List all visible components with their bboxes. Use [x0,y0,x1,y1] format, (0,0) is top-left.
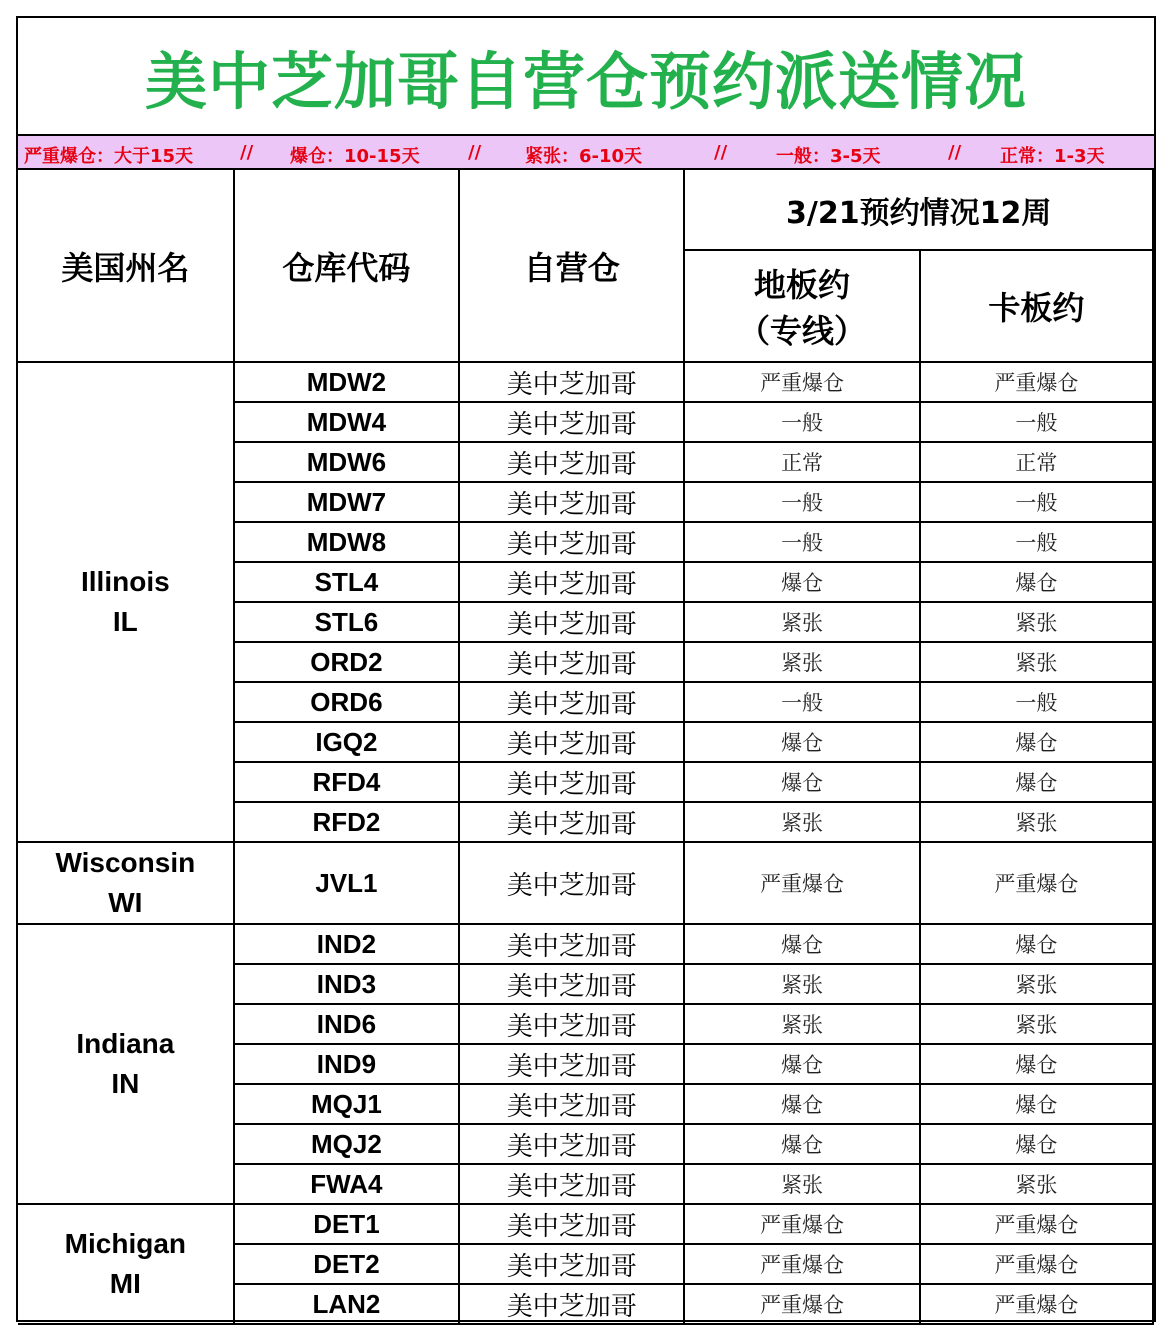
pallet-status: 一般 [920,402,1153,442]
warehouse-name: 美中芝加哥 [459,1124,684,1164]
pallet-status: 紧张 [920,1164,1153,1204]
legend-overload: 爆仓：10-15天 [290,146,420,167]
warehouse-name: 美中芝加哥 [459,1164,684,1204]
warehouse-name: 美中芝加哥 [459,522,684,562]
state-abbr: IN [111,1068,140,1099]
state-name: Illinois [81,566,170,597]
warehouse-name: 美中芝加哥 [459,1084,684,1124]
warehouse-name: 美中芝加哥 [459,562,684,602]
legend-separator: // [948,142,962,163]
state-name: Michigan [64,1228,187,1259]
pallet-status: 爆仓 [920,562,1153,602]
header-code: 仓库代码 [234,170,459,362]
pallet-status: 一般 [920,682,1153,722]
warehouse-name: 美中芝加哥 [459,1004,684,1044]
warehouse-code: MDW4 [234,402,459,442]
warehouse-code: IND9 [234,1044,459,1084]
warehouse-code: IGQ2 [234,722,459,762]
floor-status: 紧张 [684,802,919,842]
warehouse-code: ORD2 [234,642,459,682]
floor-status: 紧张 [684,1164,919,1204]
table-row [18,924,1153,964]
warehouse-code: JVL1 [234,842,459,924]
warehouse-code: IND2 [234,924,459,964]
pallet-status: 严重爆仓 [920,1284,1153,1324]
warehouse-name: 美中芝加哥 [459,602,684,642]
state-abbr: MI [109,1268,141,1299]
spreadsheet [16,16,1156,1322]
pallet-status: 爆仓 [920,1044,1153,1084]
warehouse-name: 美中芝加哥 [459,1244,684,1284]
pallet-status: 紧张 [920,964,1153,1004]
floor-status: 正常 [684,442,919,482]
warehouse-code: MDW8 [234,522,459,562]
page-title: 美中芝加哥自营仓预约派送情况 [144,44,1027,118]
header-pallet: 卡板约 [920,250,1153,362]
floor-status: 一般 [684,682,919,722]
table-row [18,362,1153,402]
state-cell [18,1204,234,1324]
warehouse-code: DET2 [234,1244,459,1284]
legend-separator: // [240,142,254,163]
warehouse-name: 美中芝加哥 [459,1284,684,1324]
pallet-status: 一般 [920,482,1153,522]
warehouse-name: 美中芝加哥 [459,362,684,402]
state-cell [18,362,234,842]
warehouse-code: MDW2 [234,362,459,402]
pallet-status: 严重爆仓 [920,362,1153,402]
pallet-status: 紧张 [920,602,1153,642]
warehouse-code: ORD6 [234,682,459,722]
floor-status: 一般 [684,402,919,442]
pallet-status: 爆仓 [920,1084,1153,1124]
warehouse-name: 美中芝加哥 [459,642,684,682]
floor-status: 一般 [684,482,919,522]
state-cell [18,842,234,924]
warehouse-name: 美中芝加哥 [459,402,684,442]
legend-row [18,136,1154,170]
warehouse-code: STL6 [234,602,459,642]
floor-status: 爆仓 [684,1124,919,1164]
warehouse-code: STL4 [234,562,459,602]
floor-status: 严重爆仓 [684,842,919,924]
warehouse-code: FWA4 [234,1164,459,1204]
header-week: 3/21预约情况12周 [684,170,1153,250]
warehouse-name: 美中芝加哥 [459,842,684,924]
pallet-status: 紧张 [920,642,1153,682]
warehouse-code: IND3 [234,964,459,1004]
warehouse-code: LAN2 [234,1284,459,1324]
warehouse-name: 美中芝加哥 [459,682,684,722]
floor-status: 严重爆仓 [684,1284,919,1324]
pallet-status: 严重爆仓 [920,842,1153,924]
warehouse-name: 美中芝加哥 [459,924,684,964]
warehouse-code: DET1 [234,1204,459,1244]
status-table [18,170,1154,1325]
pallet-status: 紧张 [920,802,1153,842]
header-floor-line1: 地板约 [754,266,851,304]
pallet-status: 严重爆仓 [920,1204,1153,1244]
legend-tight: 紧张：6-10天 [525,146,643,167]
warehouse-name: 美中芝加哥 [459,482,684,522]
header-state: 美国州名 [18,170,234,362]
warehouse-name: 美中芝加哥 [459,1204,684,1244]
pallet-status: 紧张 [920,1004,1153,1044]
floor-status: 紧张 [684,964,919,1004]
pallet-status: 爆仓 [920,722,1153,762]
floor-status: 紧张 [684,1004,919,1044]
warehouse-code: MQJ1 [234,1084,459,1124]
warehouse-name: 美中芝加哥 [459,1044,684,1084]
pallet-status: 正常 [920,442,1153,482]
title-row [18,18,1154,136]
pallet-status: 爆仓 [920,924,1153,964]
warehouse-code: MDW6 [234,442,459,482]
floor-status: 严重爆仓 [684,1204,919,1244]
warehouse-code: MDW7 [234,482,459,522]
warehouse-name: 美中芝加哥 [459,442,684,482]
pallet-status: 一般 [920,522,1153,562]
warehouse-code: RFD2 [234,802,459,842]
floor-status: 紧张 [684,642,919,682]
floor-status: 爆仓 [684,722,919,762]
legend-severe: 严重爆仓：大于15天 [24,146,194,167]
pallet-status: 爆仓 [920,1124,1153,1164]
legend-normal: 正常：1-3天 [1000,146,1105,167]
floor-status: 严重爆仓 [684,362,919,402]
floor-status: 爆仓 [684,924,919,964]
floor-status: 爆仓 [684,1044,919,1084]
table-row [18,1204,1153,1244]
state-name: Indiana [76,1028,175,1059]
legend-normal-busy: 一般：3-5天 [776,146,881,167]
pallet-status: 爆仓 [920,762,1153,802]
state-name: Wisconsin [55,847,196,878]
table-row [18,842,1153,924]
state-cell [18,924,234,1204]
legend-separator: // [468,142,482,163]
floor-status: 爆仓 [684,1084,919,1124]
floor-status: 爆仓 [684,562,919,602]
state-abbr: IL [112,606,138,637]
warehouse-name: 美中芝加哥 [459,964,684,1004]
warehouse-name: 美中芝加哥 [459,722,684,762]
legend-separator: // [714,142,728,163]
header-floor-line2: （专线） [738,312,867,350]
pallet-status: 严重爆仓 [920,1244,1153,1284]
floor-status: 一般 [684,522,919,562]
header-warehouse: 自营仓 [459,170,684,362]
floor-status: 紧张 [684,602,919,642]
warehouse-code: IND6 [234,1004,459,1044]
floor-status: 严重爆仓 [684,1244,919,1284]
warehouse-name: 美中芝加哥 [459,762,684,802]
state-abbr: WI [108,887,143,918]
floor-status: 爆仓 [684,762,919,802]
header-floor [684,250,919,362]
warehouse-code: RFD4 [234,762,459,802]
warehouse-code: MQJ2 [234,1124,459,1164]
warehouse-name: 美中芝加哥 [459,802,684,842]
